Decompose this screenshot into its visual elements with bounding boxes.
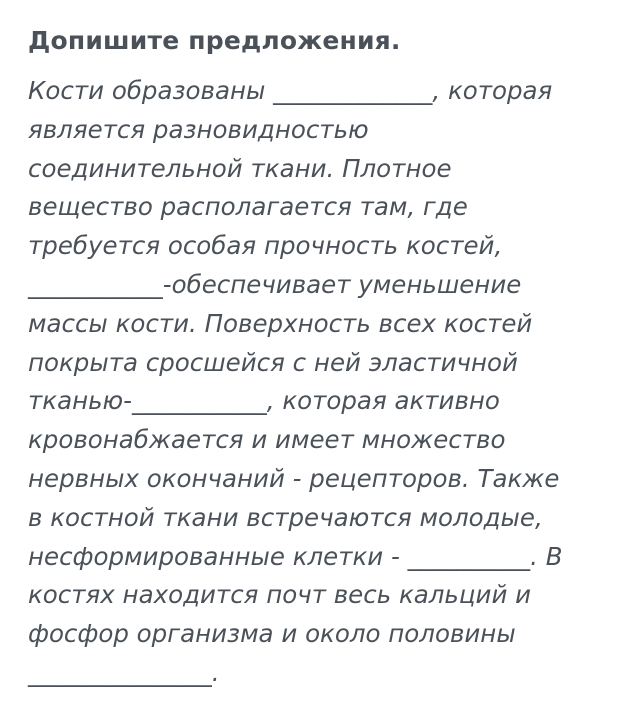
- text-line: кровонабжается и имеет множество: [28, 425, 506, 455]
- text-line: в костной ткани встречаются молодые,: [28, 502, 543, 532]
- text-line: нервных окончаний - рецепторов. Также: [28, 463, 560, 493]
- text-line: несформированные клетки - __________. В: [28, 541, 563, 571]
- text-line: тканью-___________, которая активно: [28, 386, 500, 416]
- text-line: вещество располагается там, где: [28, 192, 468, 222]
- text-line: Кости образованы _____________, которая: [28, 76, 553, 105]
- text-line: требуется особая прочность костей,: [28, 231, 503, 261]
- exercise-heading: Допишите предложения.: [28, 26, 401, 55]
- text-line: костях находится почт весь кальций и: [28, 580, 532, 610]
- text-line: ___________-обеспечивает уменьшение: [28, 269, 522, 299]
- text-line: массы кости. Поверхность всех костей: [28, 308, 533, 338]
- text-line: покрыта сросшейся с ней эластичной: [28, 347, 518, 377]
- text-line: _______________.: [28, 657, 220, 687]
- text-line: соединительной ткани. Плотное: [28, 153, 452, 183]
- exercise-text: [28, 72, 621, 693]
- text-line: фосфор организма и около половины: [28, 619, 516, 649]
- text-line: является разновидностью: [28, 114, 369, 144]
